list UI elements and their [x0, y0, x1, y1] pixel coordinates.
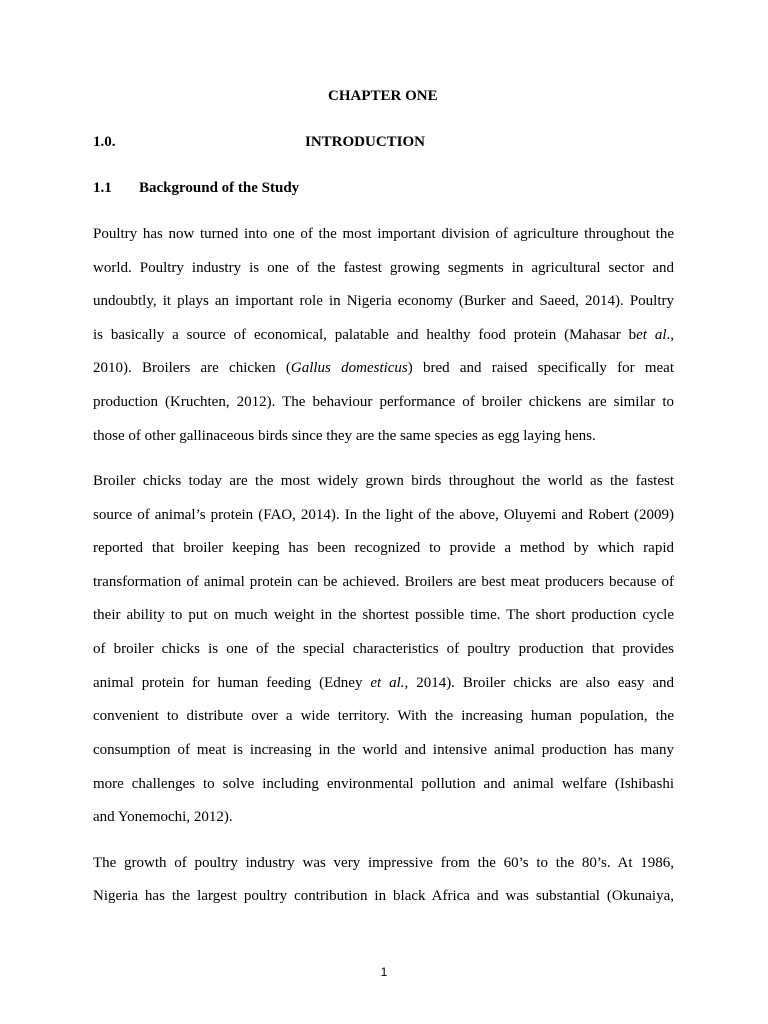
paragraph-line: Broiler chicks today are the most widely grown birds throughout the world as the fastest: [93, 473, 674, 489]
text-run: , 2014). Broiler chicks are also easy and: [404, 675, 674, 691]
paragraph-line: their ability to put on much weight in the shortest possible time. The short production cycle: [93, 607, 674, 623]
paragraph-line: reported that broiler keeping has been recognized to provide a method by which rapid: [93, 540, 674, 556]
paragraph-line: more challenges to solve including environmental pollution and animal welfare (Ishibashi: [93, 776, 674, 792]
italic-text: et al: [636, 327, 667, 343]
paragraph-line: transformation of animal protein can be achieved. Broilers are best meat producers because of: [93, 574, 674, 590]
paragraph-line: [93, 359, 674, 377]
paragraph-line: undoubtly, it plays an important role in Nigeria economy (Burker and Saeed, 2014). Poultry: [93, 293, 674, 309]
paragraph-line: convenient to distribute over a wide territory. With the increasing human population, the: [93, 708, 674, 724]
subsection-number: 1.1: [93, 180, 112, 196]
text-run: .,: [666, 327, 674, 343]
paragraph-line: [93, 326, 674, 344]
text-run: 2010). Broilers are chicken (: [93, 360, 291, 376]
italic-text: et al.: [370, 675, 405, 691]
paragraph-line: [93, 674, 674, 692]
paragraph-line: world. Poultry industry is one of the fastest growing segments in agricultural sector and: [93, 260, 674, 276]
paragraph-line: source of animal’s protein (FAO, 2014). In the light of the above, Oluyemi and Robert (2009): [93, 507, 674, 523]
section-number: 1.0.: [93, 134, 116, 150]
paragraph-line: production (Kruchten, 2012). The behaviour performance of broiler chickens are similar to: [93, 394, 674, 410]
paragraph-line: and Yonemochi, 2012).: [93, 809, 233, 825]
paragraph-line: consumption of meat is increasing in the world and intensive animal production has many: [93, 742, 674, 758]
paragraph-line: those of other gallinaceous birds since they are the same species as egg laying hens.: [93, 428, 596, 444]
page-number: 1: [380, 965, 388, 979]
text-run: is basically a source of economical, palatable and healthy food protein (Mahasar b: [93, 327, 637, 343]
paragraph-line: of broiler chicks is one of the special characteristics of poultry production that provides: [93, 641, 674, 657]
chapter-title: CHAPTER ONE: [328, 88, 438, 104]
text-run: ) bred and raised specifically for meat: [407, 360, 674, 376]
paragraph-line: The growth of poultry industry was very impressive from the 60’s to the 80’s. At 1986,: [93, 855, 674, 871]
text-run: animal protein for human feeding (Edney: [93, 675, 371, 691]
paragraph-line: Poultry has now turned into one of the most important division of agriculture throughout the: [93, 226, 674, 242]
paragraph-line: Nigeria has the largest poultry contribution in black Africa and was substantial (Okunaiya,: [93, 888, 674, 904]
italic-text: Gallus domesticus: [290, 360, 408, 376]
section-title: INTRODUCTION: [305, 134, 426, 150]
subsection-title: Background of the Study: [139, 180, 300, 196]
